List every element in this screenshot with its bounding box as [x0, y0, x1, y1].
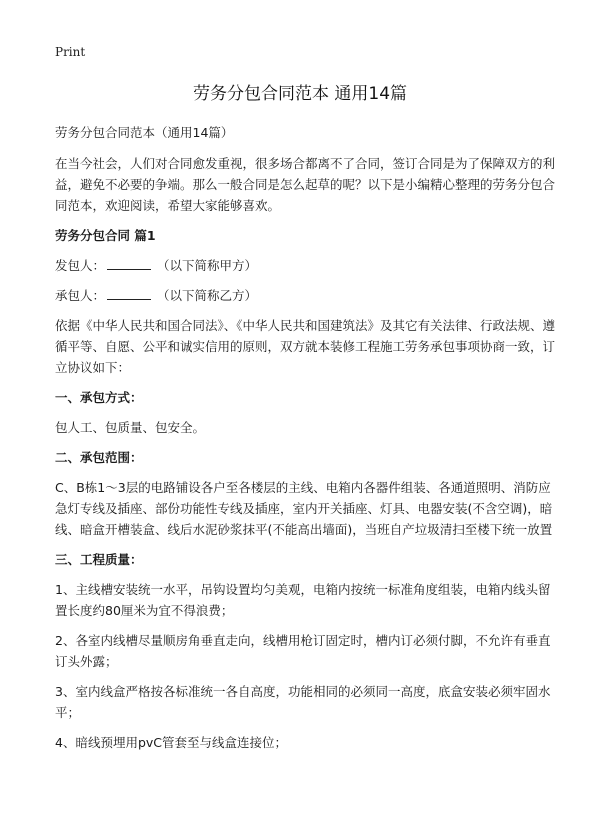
party-a-line	[55, 255, 555, 276]
document-body	[55, 122, 555, 762]
party-b-blank	[107, 287, 151, 300]
section-1-body: 包人工、包质量、包安全。	[55, 420, 206, 435]
quality-item-1: 1、主线槽安装统一水平，吊钩设置均匀美观，电箱内按统一标准角度组装，电箱内线头留置长度约80厘米为宜不得浪费；	[55, 582, 551, 618]
party-a-note: （以下简称甲方）	[157, 258, 258, 273]
document-subtitle: 劳务分包合同范本（通用14篇）	[55, 125, 234, 140]
page-title: 劳务分包合同范本 通用14篇	[192, 84, 408, 104]
contract-heading: 劳务分包合同 篇1	[55, 228, 156, 243]
party-a-blank	[107, 257, 151, 270]
party-b-line	[55, 285, 555, 306]
quality-item-2: 2、各室内线槽尽量顺房角垂直走向，线槽用枪订固定时，槽内订必须付脚，不允许有垂直订头外露；	[55, 633, 551, 669]
party-b-label: 承包人：	[55, 288, 106, 303]
section-2-title: 二、承包范围：	[55, 450, 143, 465]
print-link[interactable]: Print	[55, 45, 86, 59]
party-b-note: （以下简称乙方）	[157, 288, 258, 303]
section-3-title: 三、工程质量：	[55, 552, 143, 567]
quality-item-4: 4、暗线预埋用pvC管套至与线盒连接位；	[55, 735, 288, 750]
party-a-label: 发包人：	[55, 258, 106, 273]
intro-paragraph: 在当今社会，人们对合同愈发重视，很多场合都离不了合同，签订合同是为了保障双方的利益，避免不必要的争端。那么一般合同是怎么起草的呢？以下是小编精心整理的劳务分包合同范本，欢迎阅读，希望大家能够喜欢。	[55, 156, 556, 213]
section-1-title: 一、承包方式：	[55, 390, 143, 405]
quality-item-3: 3、室内线盒严格按各标准统一各自高度，功能相同的必须同一高度，底盒安装必须牢固水平；	[55, 684, 551, 720]
section-2-body: C、B栋1～3层的电路铺设各户至各楼层的主线、电箱内各器件组装、各通道照明、消防应急灯专线及插座、部份功能性专线及插座，室内开关插座、灯具、电器安装(不含空调)，暗线、暗盒开槽装盒、线后水泥砂浆抹平(不能高出墙面)，当班自产垃圾清扫至楼下统一放置	[55, 480, 553, 537]
basis-paragraph: 依据《中华人民共和国合同法》、《中华人民共和国建筑法》及其它有关法律、行政法规、遵循平等、自愿、公平和诚实信用的原则，双方就本装修工程施工劳务承包事项协商一致，订立协议如下：	[55, 318, 556, 375]
